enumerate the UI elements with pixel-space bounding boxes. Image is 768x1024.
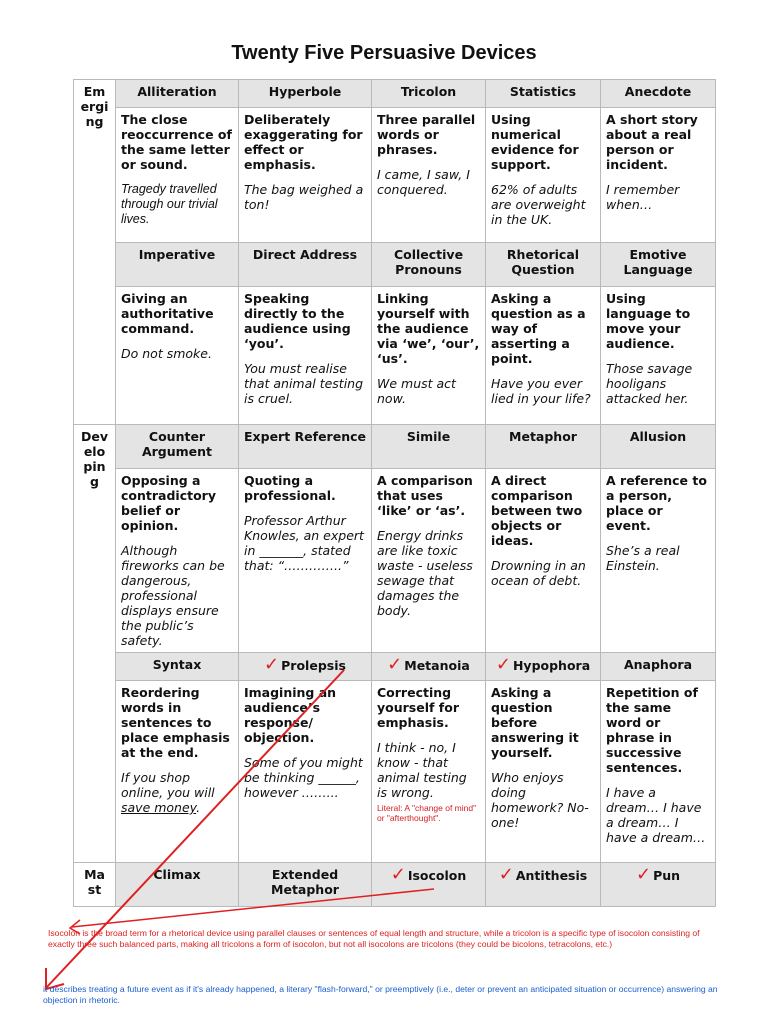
device-heading: Hyperbole [239,80,372,108]
device-heading: Expert Reference [239,425,372,469]
device-heading: Extended Metaphor [239,863,372,907]
device-heading: Collective Pronouns [372,243,486,287]
definition: Deliberately exaggerating for effect or emphasis. [244,112,363,172]
device-heading: Counter Argument [116,425,239,469]
definition: A comparison that uses ‘like’ or ‘as’. [377,473,473,518]
definition: Giving an authoritative command. [121,291,214,336]
definition: Using numerical evidence for support. [491,112,579,172]
device-heading: Anaphora [601,653,716,681]
definition: Speaking directly to the audience using ‘you’. [244,291,351,351]
check-mark-icon: ✓ [495,654,511,675]
definition: Using language to move your audience. [606,291,691,351]
device-heading: Metaphor [486,425,601,469]
definition: Repetition of the same word or phrase in successive sentences. [606,685,698,775]
device-heading: ✓ Hypophora [486,653,601,681]
check-mark-icon: ✓ [635,864,652,885]
definition: Quoting a professional. [244,473,336,503]
example: Although fireworks can be dangerous, professional displays ensure the public’s safety. [121,543,225,648]
example: I think - no, I know - that animal testing is wrong. [377,740,467,800]
device-heading: Statistics [486,80,601,108]
definition: Three parallel words or phrases. [377,112,476,157]
device-heading: ✓ Antithesis [486,863,601,907]
device-heading: Tricolon [372,80,486,108]
device-heading: Alliteration [116,80,239,108]
device-heading: Imperative [116,243,239,287]
device-heading: ✓ Isocolon [372,863,486,907]
example: Some of you might be thinking ______, however ……... [244,755,363,800]
example: Tragedy travelled through our trivial lives. [121,182,218,226]
example: I remember when… [606,182,680,212]
example: Drowning in an ocean of debt. [491,558,586,588]
definition: Asking a question before answering it yourself. [491,685,579,760]
stage-emerging: Emerging [74,80,116,425]
example: Who enjoys doing homework? No-one! [491,770,589,830]
definition: Asking a question as a way of asserting a point. [491,291,586,366]
example: 62% of adults are overweight in the UK. [491,182,586,227]
example: I have a dream… I have a dream… I have a dream… [606,785,706,845]
prolepsis-annotation: it describes treating a future event as if it's already happened, a literary "flash-forward," or preemptively (i.e., deter or prevent an anticipated situation or occurrence) answering an objection in rhetoric. [43,984,718,1005]
example: If you shop online, you will save money. [121,770,215,815]
check-mark-icon: ✓ [264,654,280,675]
example: We must act now. [377,376,456,406]
device-heading: Emotive Language [601,243,716,287]
device-heading: Simile [372,425,486,469]
stage-mastering: Mast [74,863,116,907]
device-heading: ✓ Pun [601,863,716,907]
example: Energy drinks are like toxic waste - useless sewage that damages the body. [377,528,473,618]
definition: Correcting yourself for emphasis. [377,685,459,730]
metanoia-note: Literal: A "change of mind" or "afterthought". [377,803,477,823]
definition: The close reoccurrence of the same letter or sound. [121,112,232,172]
example: Those savage hooligans attacked her. [606,361,693,406]
definition: Reordering words in sentences to place emphasis at the end. [121,685,230,760]
example: Professor Arthur Knowles, an expert in _______, stated that: “…………..” [244,513,364,573]
definition: Imagining an audience’s response/ objection. [244,685,337,745]
page-title: Twenty Five Persuasive Devices [231,42,537,64]
definition: Linking yourself with the audience via ‘we’, ‘our’, ‘us’. [377,291,480,366]
example: She’s a real Einstein. [606,543,680,573]
check-mark-icon: ✓ [387,654,403,675]
device-heading: Climax [116,863,239,907]
device-heading: Syntax [116,653,239,681]
example: Have you ever lied in your life? [491,376,591,406]
definition: Opposing a contradictory belief or opinion. [121,473,216,533]
device-heading: Allusion [601,425,716,469]
isocolon-annotation: Isocolon is the broad term for a rhetorical device using parallel clauses or sentences of equal length and structure, while a tricolon is a specific type of isocolon consisting of exactly three such balanced parts, making all tricolons a form of isocolon, but not all isocolons are tricolons (they could be bicolons, tetracolons, etc.) [48,928,700,949]
definition: A short story about a real person or incident. [606,112,698,172]
definition: A direct comparison between two objects or ideas. [491,473,583,548]
example: I came, I saw, I conquered. [377,167,470,197]
check-mark-icon: ✓ [498,864,514,885]
definition: A reference to a person, place or event. [606,473,707,533]
device-heading: Direct Address [239,243,372,287]
check-mark-icon: ✓ [390,864,406,885]
device-heading: Rhetorical Question [486,243,601,287]
stage-developing: Developing [74,425,116,863]
device-heading: ✓ Metanoia [372,653,486,681]
device-heading: ✓ Prolepsis [239,653,372,681]
example: The bag weighed a ton! [244,182,364,212]
example: Do not smoke. [121,346,212,361]
device-heading: Anecdote [601,80,716,108]
example: You must realise that animal testing is cruel. [244,361,364,406]
